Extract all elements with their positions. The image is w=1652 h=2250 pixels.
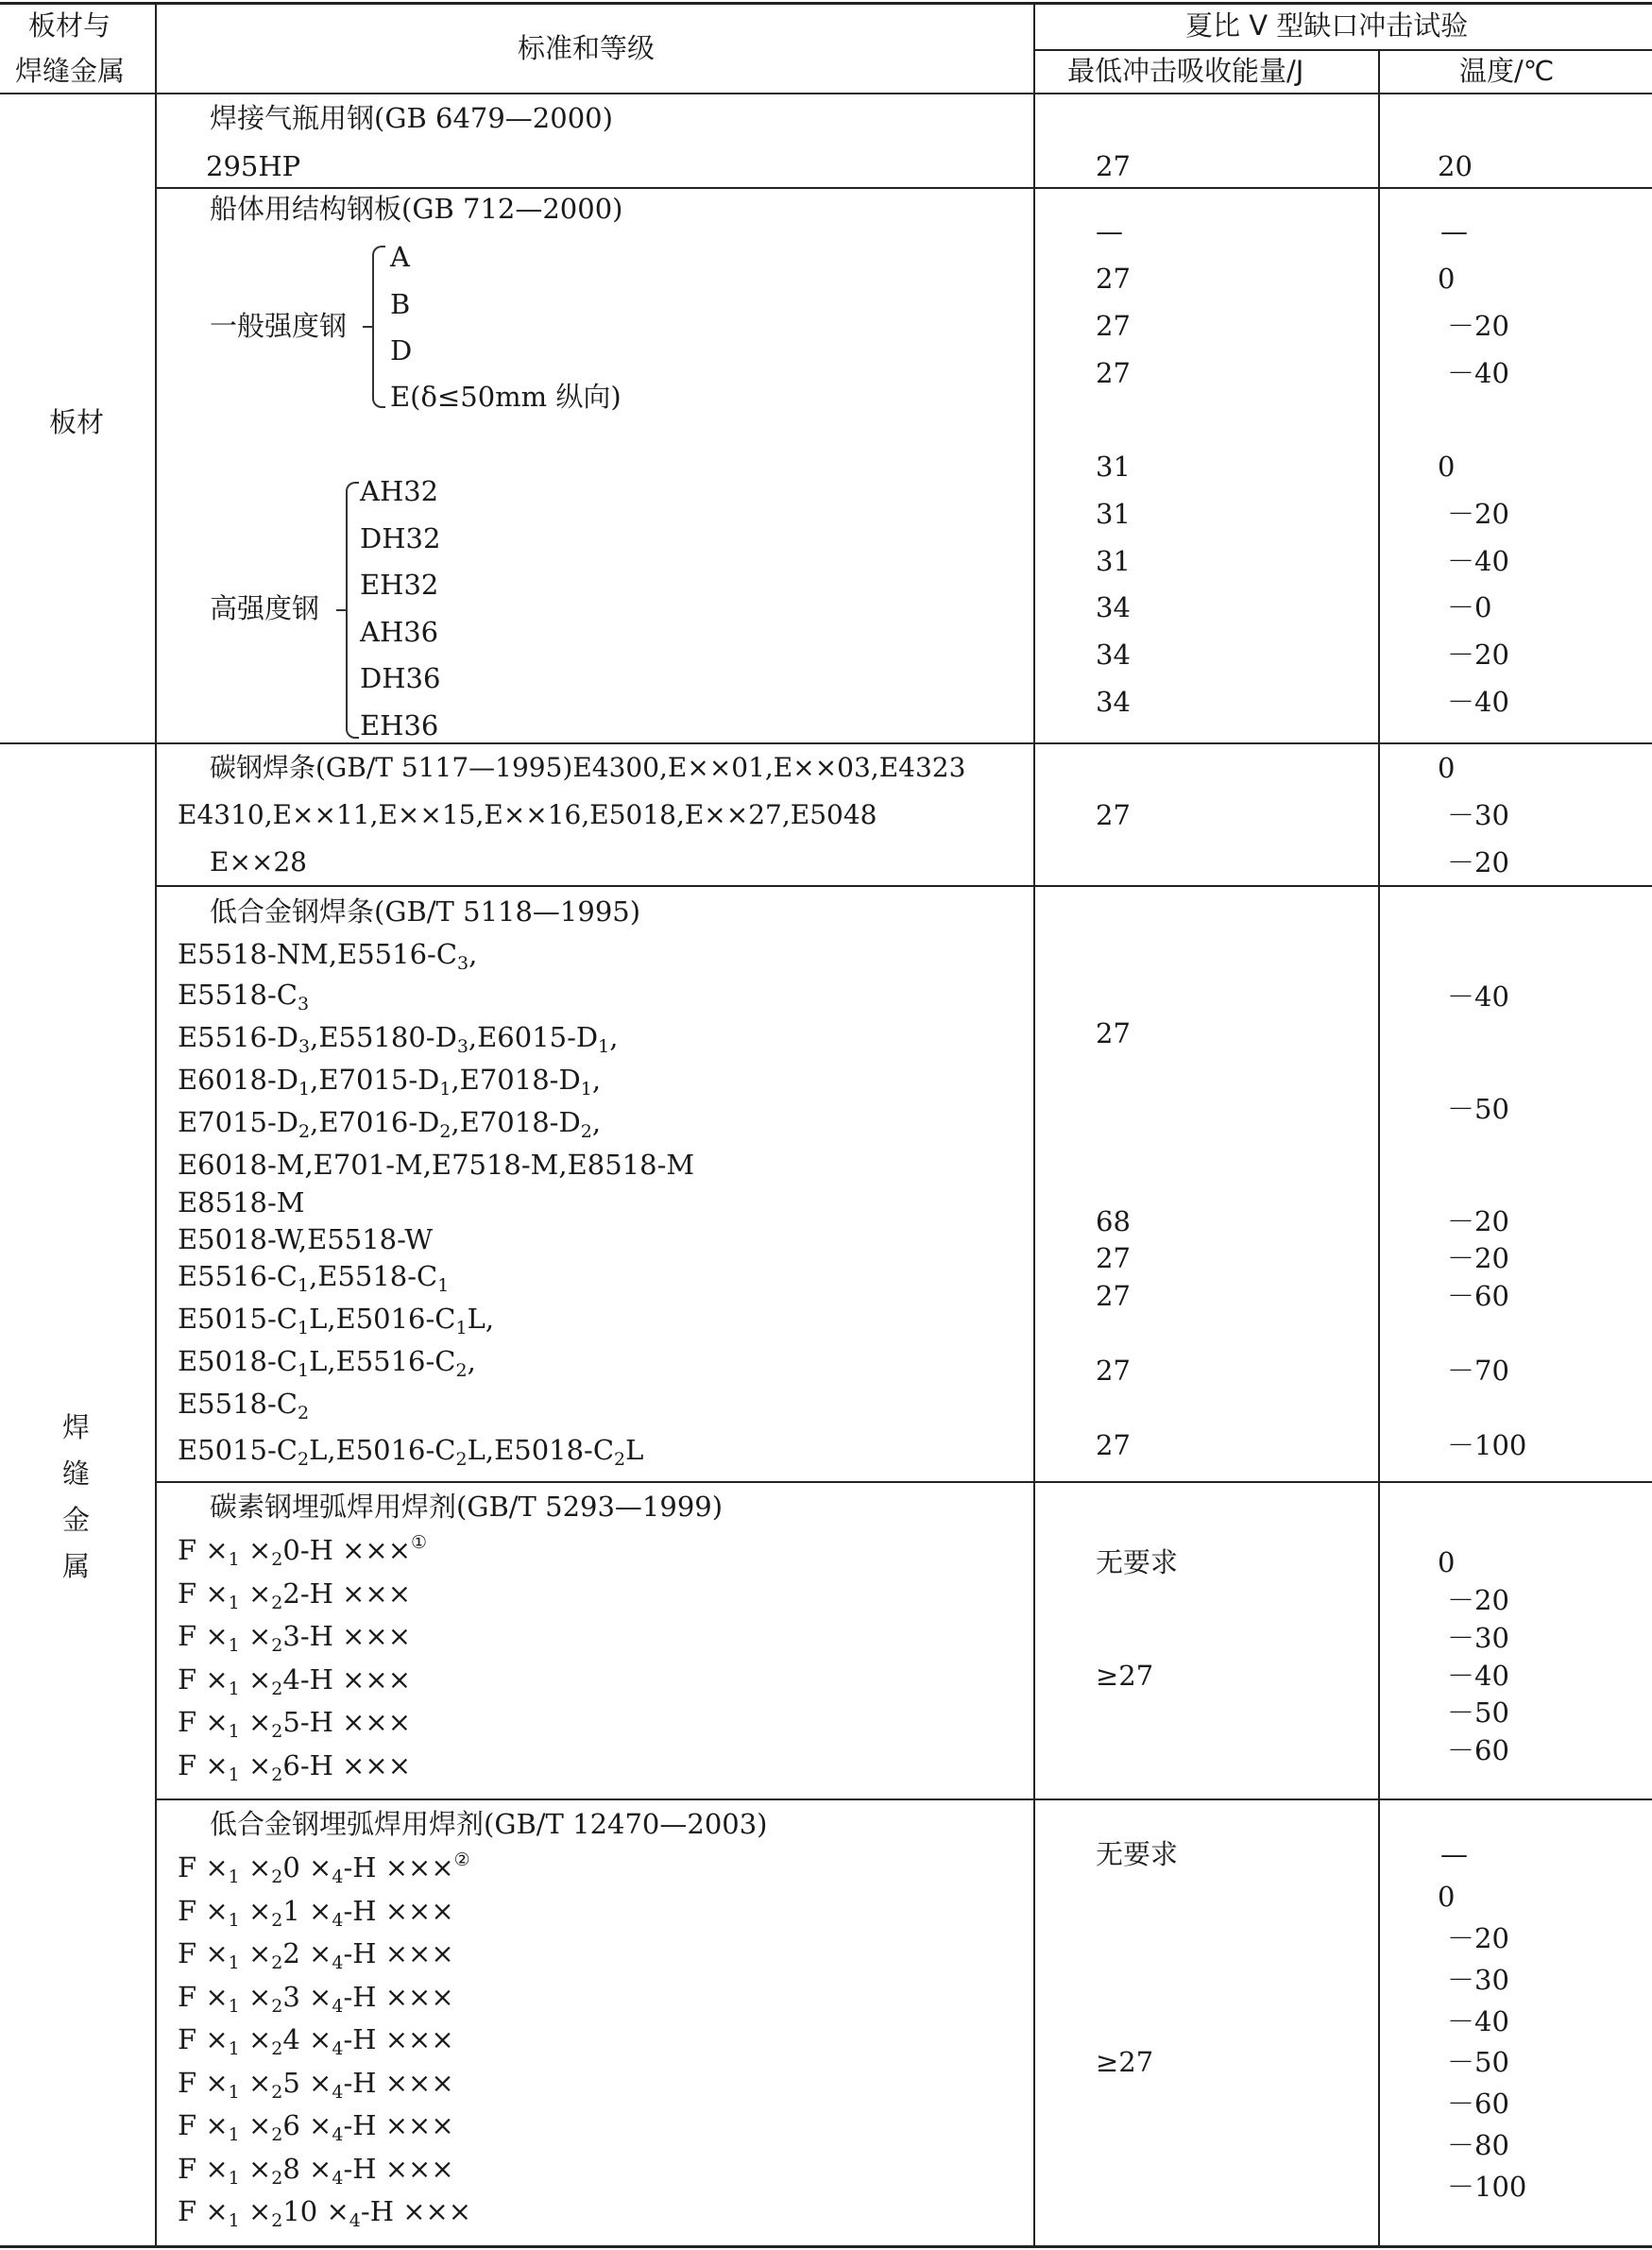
- la-line-2: $E5518-C_3$: [178, 979, 310, 1014]
- general-grade-b: B: [390, 288, 411, 320]
- alloy-flux-temp-7: －60: [1447, 2088, 1509, 2120]
- high-strength-label: 高强度钢: [210, 592, 320, 624]
- high-grade-eh32: EH32: [360, 569, 439, 601]
- la-temp-5: －60: [1447, 1280, 1509, 1312]
- rule-row-3: [156, 885, 1652, 887]
- alloy-flux-temp-2: 0: [1438, 1881, 1456, 1913]
- high-temp-3: －40: [1447, 545, 1509, 577]
- la-temp-6: －70: [1447, 1355, 1509, 1387]
- general-energy-d: 27: [1096, 357, 1131, 389]
- carbon-flux-temp-6: －60: [1447, 1734, 1509, 1766]
- alloy-flux-code-6: $F \times_1 \times_25 \times_4-H$ ×××: [178, 2066, 454, 2103]
- hull-title: 船体用结构钢板(GB 712—2000): [210, 193, 623, 225]
- general-grade-e: E(δ≤50mm 纵向): [390, 381, 622, 413]
- alloy-flux-code-8: $F \times_1 \times_28 \times_4-H$ ×××: [178, 2152, 454, 2189]
- high-strength-brace: [346, 482, 359, 739]
- high-grade-ah32: AH32: [360, 475, 439, 507]
- alloy-flux-temp-5: －40: [1447, 2005, 1509, 2037]
- carbon-electrode-line-2: E4310,E××11,E××15,E××16,E5018,E××27,E5048: [178, 799, 877, 830]
- alloy-flux-code-9: $F \times_1 \times_210 \times_4-H$ ×××: [178, 2195, 472, 2231]
- la-line-10: $E5015-C_1L,E5016-C_1L$,: [178, 1303, 495, 1338]
- carbon-electrode-energy: 27: [1096, 799, 1131, 831]
- alloy-flux-temp-8: －80: [1447, 2129, 1509, 2161]
- high-energy-2: 31: [1096, 498, 1131, 530]
- carbon-flux-code-2: $F \times_1 \times_22-H$ ×××: [178, 1577, 412, 1613]
- la-line-6: E6018-M,E701-M,E7518-M,E8518-M: [178, 1149, 695, 1181]
- high-energy-5: 34: [1096, 639, 1131, 671]
- la-line-13: $E5015-C_2L,E5016-C_2L,E5018-C_2L$: [178, 1434, 644, 1470]
- category-weld-3: 金: [62, 1504, 91, 1536]
- la-energy-3: 27: [1096, 1242, 1131, 1274]
- gas-cylinder-grade: 295HP: [206, 150, 301, 182]
- la-energy-5: 27: [1096, 1355, 1131, 1387]
- la-line-11: $E5018-C_1L,E5516-C_2$,: [178, 1345, 476, 1381]
- col-rule-3: [1378, 49, 1380, 2248]
- la-temp-1: －40: [1447, 980, 1509, 1013]
- alloy-flux-temp-9: －100: [1447, 2171, 1527, 2203]
- general-grade-d: D: [390, 334, 413, 366]
- general-grade-a: A: [390, 241, 410, 273]
- carbon-electrode-temp-2: －30: [1447, 799, 1509, 831]
- high-energy-4: 34: [1096, 591, 1131, 623]
- rule-header: [0, 93, 1652, 94]
- rule-row-4: [156, 1481, 1652, 1483]
- general-temp-d: －40: [1447, 357, 1509, 389]
- la-temp-3: －20: [1447, 1205, 1509, 1237]
- category-weld-2: 缝: [62, 1457, 91, 1490]
- la-temp-4: －20: [1447, 1242, 1509, 1274]
- alloy-flux-code-3: $F \times_1 \times_22 \times_4-H$ ×××: [178, 1937, 454, 1973]
- header-col1-line1: 板材与: [28, 9, 111, 42]
- la-temp-7: －100: [1447, 1429, 1527, 1461]
- high-temp-5: －20: [1447, 639, 1509, 671]
- la-energy-6: 27: [1096, 1429, 1131, 1461]
- carbon-flux-code-1: $F \times_1 \times_20-H \times\times\times^①$: [178, 1532, 428, 1570]
- category-weld-4: 属: [62, 1550, 91, 1582]
- carbon-flux-temp-5: －50: [1447, 1696, 1509, 1729]
- carbon-flux-energy-none: 无要求: [1096, 1546, 1179, 1578]
- carbon-flux-title: 碳素钢埋弧焊用焊剂(GB/T 5293—1999): [210, 1491, 724, 1523]
- header-energy: 最低冲击吸收能量/J: [1067, 55, 1304, 87]
- alloy-flux-code-4: $F \times_1 \times_23 \times_4-H$ ×××: [178, 1980, 454, 2017]
- la-line-4: $E6018-D_1,E7015-D_1,E7018-D_1$,: [178, 1064, 602, 1099]
- high-temp-1: 0: [1438, 451, 1456, 483]
- high-energy-3: 31: [1096, 545, 1131, 577]
- carbon-flux-temp-2: －20: [1447, 1584, 1509, 1616]
- carbon-electrode-temp-3: －20: [1447, 846, 1509, 878]
- high-grade-eh36: EH36: [360, 709, 439, 741]
- carbon-flux-code-4: $F \times_1 \times_24-H$ ×××: [178, 1662, 412, 1699]
- carbon-flux-code-5: $F \times_1 \times_25-H$ ×××: [178, 1706, 412, 1742]
- high-grade-dh36: DH36: [360, 662, 441, 694]
- low-alloy-electrode-title: 低合金钢焊条(GB/T 5118—1995): [210, 895, 641, 928]
- alloy-flux-temp-4: －30: [1447, 1964, 1509, 1996]
- category-weld-1: 焊: [62, 1411, 91, 1443]
- la-energy-1: 27: [1096, 1017, 1131, 1049]
- general-strength-label: 一般强度钢: [210, 310, 348, 342]
- high-temp-2: －20: [1447, 498, 1509, 530]
- high-grade-ah36: AH36: [360, 616, 439, 648]
- header-col1-line2: 焊缝金属: [15, 55, 126, 87]
- alloy-flux-energy-none: 无要求: [1096, 1838, 1179, 1870]
- alloy-flux-temp-6: －50: [1447, 2046, 1509, 2078]
- hull-dash-temp: —: [1440, 215, 1468, 247]
- rule-plate-weld: [0, 742, 1652, 744]
- category-plate: 板材: [49, 406, 105, 438]
- header-temp: 温度/℃: [1459, 55, 1555, 87]
- carbon-flux-code-3: $F \times_1 \times_23-H$ ×××: [178, 1620, 412, 1656]
- general-strength-brace: [372, 246, 385, 408]
- la-energy-4: 27: [1096, 1280, 1131, 1312]
- high-grade-dh32: DH32: [360, 522, 441, 554]
- col-rule-2: [1033, 2, 1035, 2248]
- hull-dash-energy: —: [1096, 215, 1123, 247]
- gas-cylinder-energy: 27: [1096, 150, 1131, 182]
- alloy-flux-energy-min: ≥27: [1096, 2046, 1154, 2078]
- la-line-3: $E5516-D_3,E55180-D_3,E6015-D_1$,: [178, 1021, 619, 1057]
- la-line-1: $E5518-NM,E5516-C_3$,: [178, 938, 478, 974]
- la-line-8: E5018-W,E5518-W: [178, 1223, 434, 1255]
- alloy-flux-temp-3: －20: [1447, 1922, 1509, 1954]
- high-energy-6: 34: [1096, 686, 1131, 718]
- alloy-flux-code-2: $F \times_1 \times_21 \times_4-H$ ×××: [178, 1894, 454, 1931]
- la-temp-2: －50: [1447, 1093, 1509, 1125]
- rule-sub-header: [1034, 49, 1652, 51]
- carbon-flux-energy-min: ≥27: [1096, 1660, 1154, 1692]
- rule-row-1: [156, 187, 1652, 189]
- rule-row-5: [156, 1798, 1652, 1800]
- alloy-flux-code-7: $F \times_1 \times_26 \times_4-H$ ×××: [178, 2109, 454, 2145]
- high-temp-6: －40: [1447, 686, 1509, 718]
- col-rule-1: [155, 2, 157, 2248]
- general-temp-b: －20: [1447, 310, 1509, 342]
- alloy-flux-code-5: $F \times_1 \times_24 \times_4-H$ ×××: [178, 2023, 454, 2059]
- general-energy-a: 27: [1096, 263, 1131, 295]
- alloy-flux-temp-1: —: [1440, 1838, 1468, 1870]
- la-line-12: $E5518-C_2$: [178, 1388, 310, 1423]
- la-line-7: E8518-M: [178, 1186, 305, 1219]
- high-temp-4: －0: [1447, 591, 1492, 623]
- carbon-electrode-line-1: 碳钢焊条(GB/T 5117—1995)E4300,E××01,E××03,E4323: [210, 752, 966, 783]
- header-standard: 标准和等级: [518, 32, 656, 64]
- rule-top: [0, 2, 1652, 5]
- rule-bottom: [0, 2245, 1652, 2248]
- header-charpy-group: 夏比 V 型缺口冲击试验: [1185, 9, 1469, 42]
- la-energy-2: 68: [1096, 1205, 1131, 1237]
- alloy-flux-title: 低合金钢埋弧焊用焊剂(GB/T 12470—2003): [210, 1808, 768, 1840]
- la-line-5: $E7015-D_2,E7016-D_2,E7018-D_2$,: [178, 1106, 602, 1142]
- gas-cylinder-title: 焊接气瓶用钢(GB 6479—2000): [210, 102, 613, 134]
- general-energy-b: 27: [1096, 310, 1131, 342]
- carbon-flux-code-6: $F \times_1 \times_26-H$ ×××: [178, 1748, 412, 1785]
- high-energy-1: 31: [1096, 451, 1131, 483]
- carbon-flux-temp-3: －30: [1447, 1622, 1509, 1654]
- gas-cylinder-temp: 20: [1438, 150, 1473, 182]
- carbon-flux-temp-1: 0: [1438, 1546, 1456, 1578]
- general-temp-a: 0: [1438, 263, 1456, 295]
- alloy-flux-code-1: $F \times_1 \times_20 \times_4-H \times\times\times^②$: [178, 1849, 470, 1887]
- carbon-electrode-line-3: E××28: [210, 846, 307, 878]
- la-line-9: $E5516-C_1,E5518-C_1$: [178, 1260, 450, 1296]
- carbon-electrode-temp-1: 0: [1438, 752, 1456, 784]
- carbon-flux-temp-4: －40: [1447, 1660, 1509, 1692]
